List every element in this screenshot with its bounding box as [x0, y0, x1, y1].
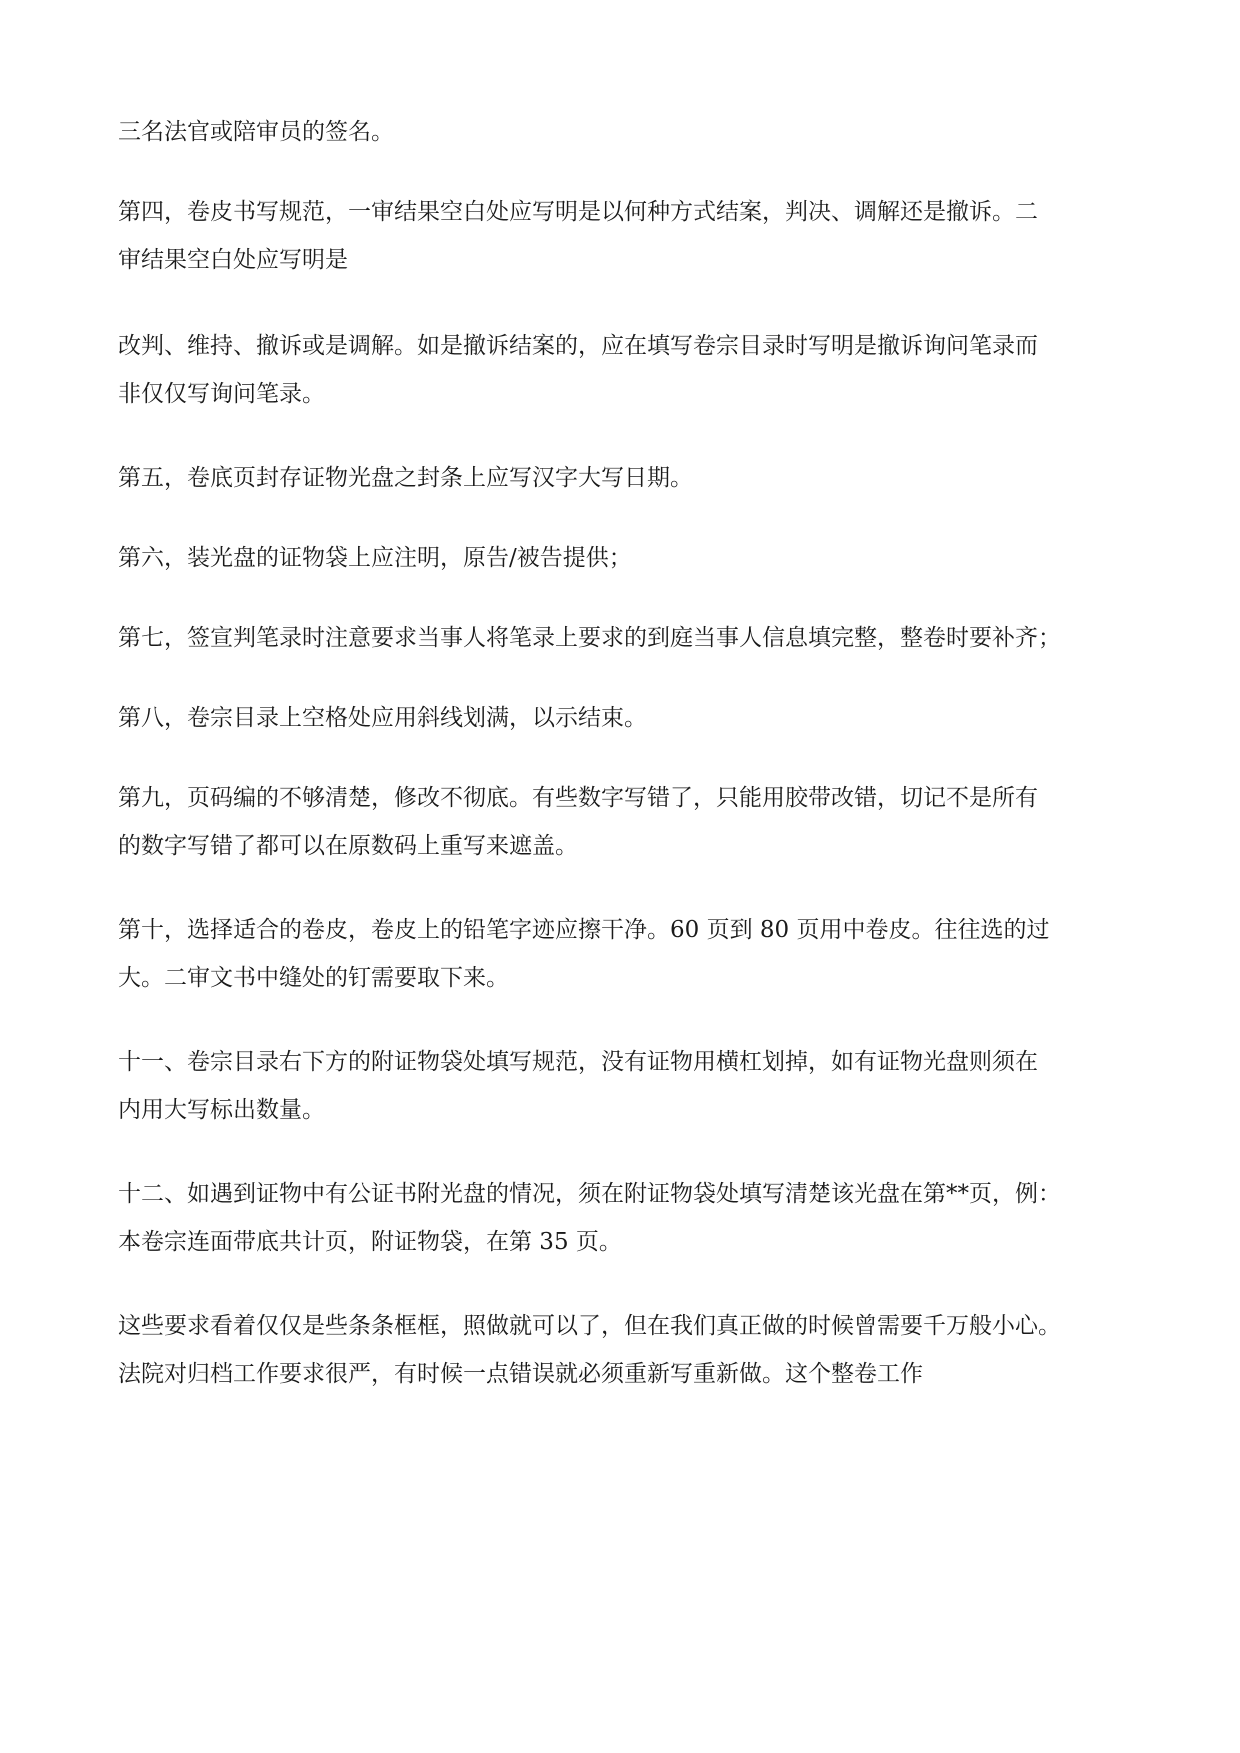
text-line: 第四，卷皮书写规范，一审结果空白处应写明是以何种方式结案，判决、调解还是撤诉。二 [118, 199, 1038, 225]
paragraph-item-7 [118, 614, 1128, 662]
text-line: 三名法官或陪审员的签名。 [118, 119, 394, 145]
paragraph-signatures [118, 108, 1128, 156]
text-line: 十二、如遇到证物中有公证书附光盘的情况，须在附证物袋处填写清楚该光盘在第**页，例： [118, 1181, 1061, 1207]
paragraph-item-6 [118, 534, 1128, 582]
text-line: 第十，选择适合的卷皮，卷皮上的铅笔字迹应擦干净。60 页到 80 页用中卷皮。往往选的过 [118, 917, 1050, 943]
paragraph-item-4 [118, 188, 1128, 284]
text-line: 审结果空白处应写明是 [118, 247, 348, 273]
paragraph-item-5 [118, 454, 1128, 502]
text-line: 第六，装光盘的证物袋上应注明，原告/被告提供； [118, 545, 632, 571]
text-line: 内用大写标出数量。 [118, 1097, 325, 1123]
text-line: 改判、维持、撤诉或是调解。如是撤诉结案的，应在填写卷宗目录时写明是撤诉询问笔录而 [118, 333, 1038, 359]
paragraph-item-12 [118, 1170, 1128, 1266]
text-line: 第九，页码编的不够清楚，修改不彻底。有些数字写错了，只能用胶带改错，切记不是所有 [118, 785, 1038, 811]
paragraph-item-8 [118, 694, 1128, 742]
paragraph-item-9 [118, 774, 1128, 870]
paragraph-closing [118, 1302, 1128, 1398]
text-line: 非仅仅写询问笔录。 [118, 381, 325, 407]
paragraph-item-10 [118, 906, 1128, 1002]
text-line: 大。二审文书中缝处的钉需要取下来。 [118, 965, 509, 991]
text-line: 第五，卷底页封存证物光盘之封条上应写汉字大写日期。 [118, 465, 693, 491]
text-line: 第七，签宣判笔录时注意要求当事人将笔录上要求的到庭当事人信息填完整，整卷时要补齐； [118, 625, 1061, 651]
paragraph-item-4-cont [118, 322, 1128, 418]
text-line: 的数字写错了都可以在原数码上重写来遮盖。 [118, 833, 578, 859]
text-line: 本卷宗连面带底共计页，附证物袋，在第 35 页。 [118, 1229, 622, 1255]
text-line: 第八，卷宗目录上空格处应用斜线划满，以示结束。 [118, 705, 647, 731]
paragraph-item-11 [118, 1038, 1128, 1134]
text-line: 法院对归档工作要求很严，有时候一点错误就必须重新写重新做。这个整卷工作 [118, 1361, 923, 1387]
text-line: 这些要求看着仅仅是些条条框框，照做就可以了，但在我们真正做的时候曾需要千万般小心。 [118, 1313, 1061, 1339]
text-line: 十一、卷宗目录右下方的附证物袋处填写规范，没有证物用横杠划掉，如有证物光盘则须在 [118, 1049, 1038, 1075]
